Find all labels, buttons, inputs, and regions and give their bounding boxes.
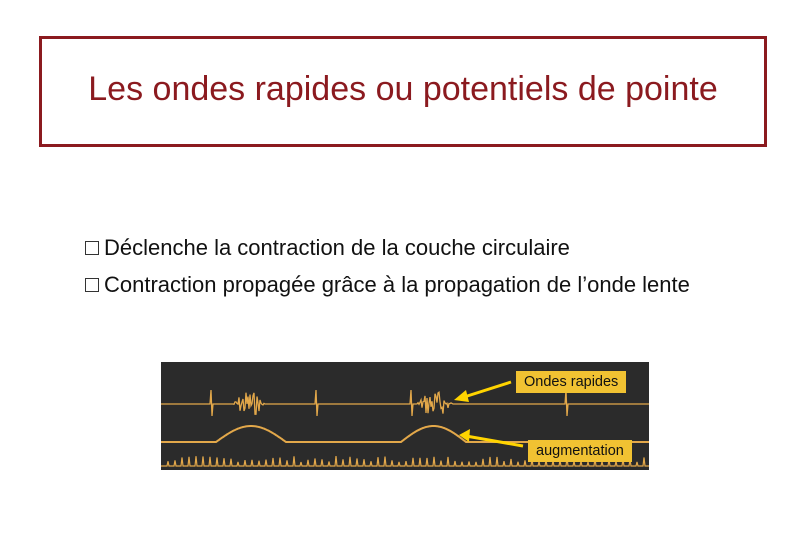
arrow-augmentation: [459, 429, 523, 446]
slide-title: Les ondes rapides ou potentiels de pointe: [88, 70, 718, 108]
label-ondes-rapides: Ondes rapides: [516, 371, 626, 393]
waveform-figure: [161, 362, 649, 470]
bullet-text: Déclenche la contraction de la couche circulaire: [104, 235, 570, 260]
bullet-box-icon: [85, 278, 99, 292]
bullet-item: [85, 229, 765, 266]
arrow-rapid: [454, 382, 511, 402]
bullet-item: [85, 266, 765, 303]
bullet-list: [85, 229, 765, 303]
bullet-text: Contraction propagée grâce à la propagation de l’onde lente: [104, 272, 690, 297]
spike-potential-trace: [161, 390, 649, 416]
title-box: [39, 36, 767, 147]
label-augmentation: augmentation: [528, 440, 632, 462]
bullet-box-icon: [85, 241, 99, 255]
